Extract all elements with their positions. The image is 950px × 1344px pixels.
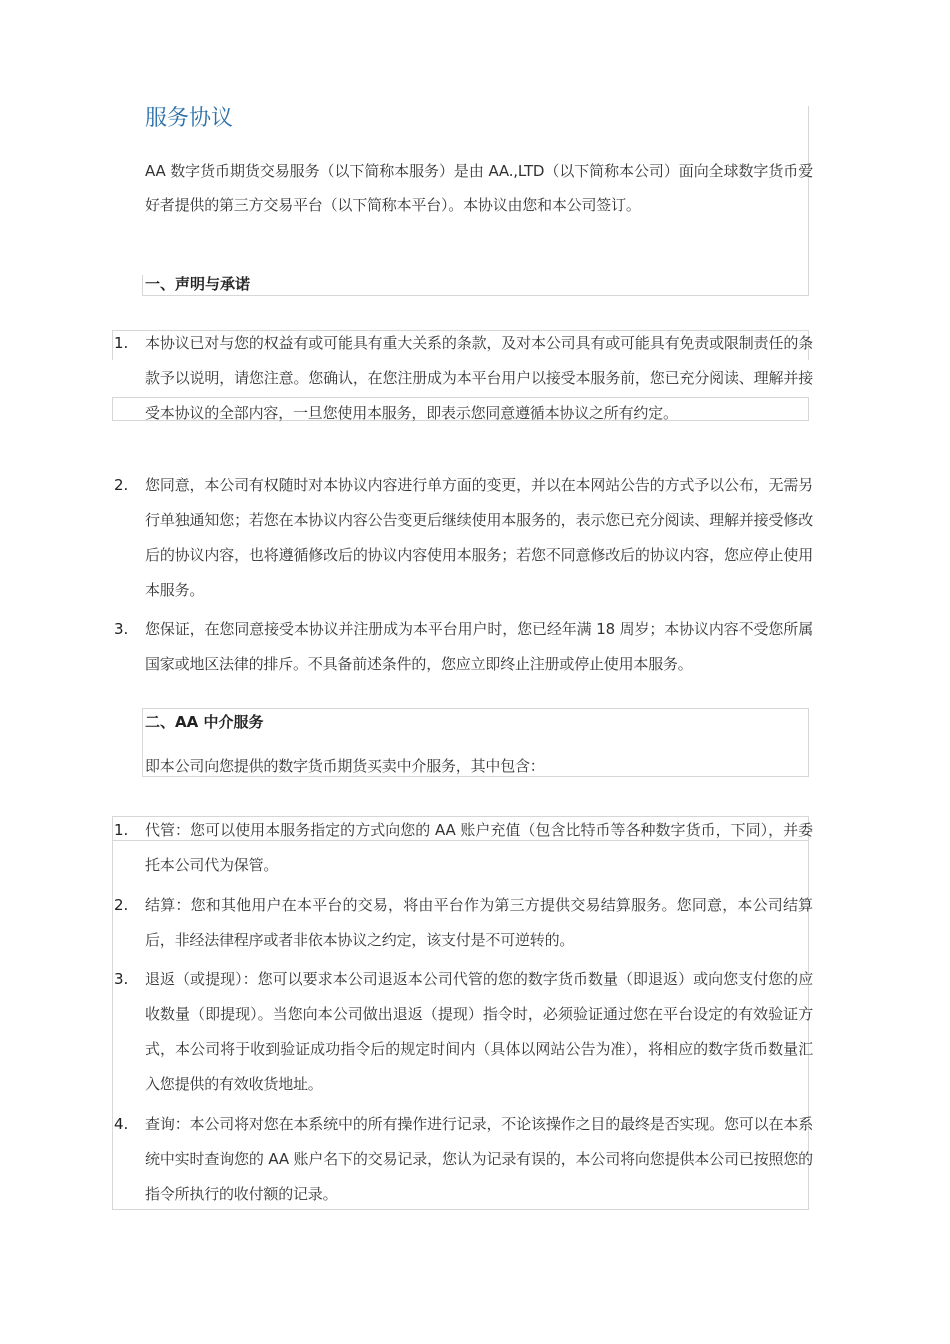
list-number: 1. bbox=[114, 821, 129, 839]
list-text: 您同意，本公司有权随时对本协议内容进行单方面的变更，并以在本网站公告的方式予以公布，无需另行单独通知您；若您在本协议内容公告变更后继续使用本服务的，表示您已充分阅读、理解并接受修改后的协议内容，也将遵循修改后的协议内容使用本服务；若您不同意修改后的协议内容，您应停止使用本服务。 bbox=[145, 476, 813, 599]
section1-heading: 一、声明与承诺 bbox=[145, 275, 251, 293]
list-text: 本协议已对与您的权益有或可能具有重大关系的条款，及对本公司具有或可能具有免责或限制责任的条款予以说明，请您注意。您确认，在您注册成为本平台用户以接受本服务前，您已充分阅读、理解并接受本协议的全部内容，一旦您使用本服务，即表示您同意遵循本协议之所有约定。 bbox=[145, 334, 813, 422]
list-number: 2. bbox=[114, 896, 129, 914]
border-list2-left bbox=[112, 816, 113, 1210]
list-number: 2. bbox=[114, 476, 129, 494]
border-item1-left bbox=[112, 330, 113, 360]
list-number: 3. bbox=[114, 970, 129, 988]
border-sec2-left bbox=[142, 708, 143, 776]
section2-intro: 即本公司向您提供的数字货币期货买卖中介服务，其中包含： bbox=[145, 757, 545, 775]
list-text: 您保证，在您同意接受本协议并注册成为本平台用户时，您已经年满 18 周岁；本协议内容不受您所属国家或地区法律的排斥。不具备前述条件的，您应立即终止注册或停止使用本服务。 bbox=[145, 620, 813, 673]
border-bottom-top bbox=[142, 295, 809, 296]
border-sec2-top bbox=[142, 708, 809, 709]
list-text: 代管：您可以使用本服务指定的方式向您的 AA 账户充值（包含比特币等各种数字货币，下同），并委托本公司代为保管。 bbox=[145, 821, 813, 874]
intro-paragraph: AA 数字货币期货交易服务（以下简称本服务）是由 AA.,LTD（以下简称本公司）面向全球数字货币爱好者提供的第三方交易平台（以下简称本平台）。本协议由您和本公司签订。 bbox=[145, 162, 813, 214]
border-item1-mid-left bbox=[112, 397, 113, 421]
list-text: 查询：本公司将对您在本系统中的所有操作进行记录，不论该操作之目的最终是否实现。您可以在本系统中实时查询您的 AA 账户名下的交易记录，您认为记录有误的，本公司将向您提供本公司已按照您的指令所执行的收付额的记录。 bbox=[145, 1115, 813, 1203]
page-title: 服务协议 bbox=[145, 106, 234, 131]
list-text: 退返（或提现）：您可以要求本公司退返本公司代管的您的数字货币数量（即退返）或向您支付您的应收数量（即提现）。当您向本公司做出退返（提现）指令时，必须验证通过您在平台设定的有效验证方式，本公司将于收到验证成功指令后的规定时间内（具体以网站公告为准），将相应的数字货币数量汇入您提供的有效收货地址。 bbox=[145, 970, 813, 1093]
list-number: 1. bbox=[114, 334, 129, 352]
section2-heading: 二、AA 中介服务 bbox=[145, 713, 264, 731]
list-number: 3. bbox=[114, 620, 129, 638]
list-text: 结算：您和其他用户在本平台的交易，将由平台作为第三方提供交易结算服务。您同意，本公司结算后，非经法律程序或者非依本协议之约定，该支付是不可逆转的。 bbox=[145, 896, 813, 949]
list-number: 4. bbox=[114, 1115, 129, 1133]
border-left-top bbox=[142, 275, 143, 296]
